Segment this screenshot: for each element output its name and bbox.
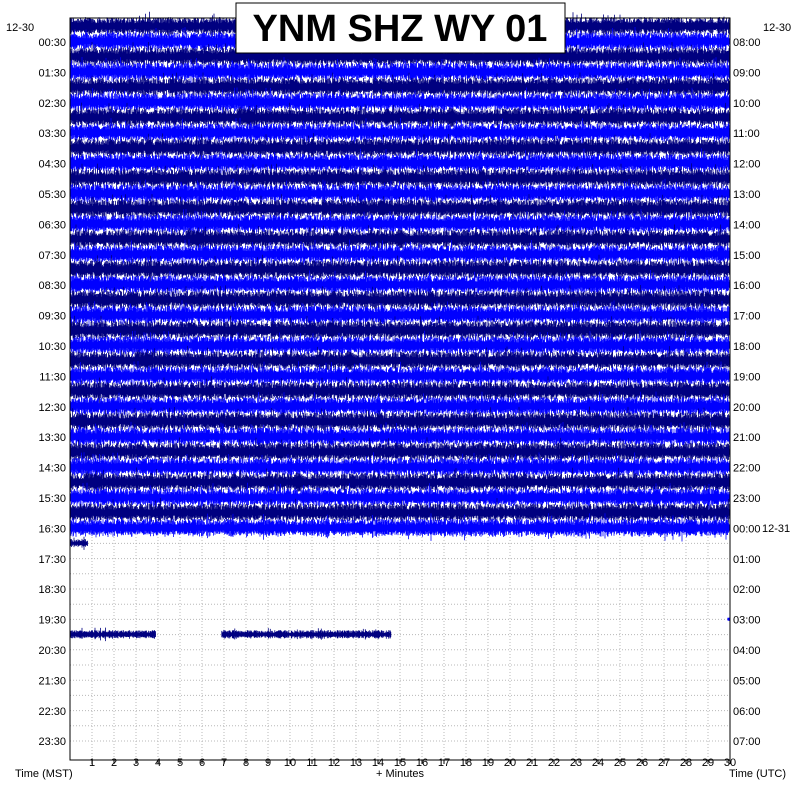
x-tick-label: 11 — [306, 757, 318, 769]
right-time-label: 06:00 — [733, 705, 761, 718]
x-tick-label: 26 — [635, 757, 649, 769]
right-axis-label: Time (UTC) — [729, 768, 787, 780]
x-tick-label: 30 — [723, 757, 737, 769]
x-tick-label: 1 — [88, 757, 96, 769]
left-time-label: 19:30 — [38, 614, 66, 627]
right-time-label: 15:00 — [733, 249, 761, 262]
x-tick-label: 15 — [393, 757, 407, 769]
left-time-label: 01:30 — [38, 67, 66, 80]
left-time-label: 18:30 — [38, 584, 66, 597]
x-tick-label: 21 — [525, 757, 539, 769]
right-time-label: 14:00 — [733, 219, 761, 232]
left-time-label: 05:30 — [38, 189, 66, 201]
right-time-label: 04:00 — [733, 645, 761, 657]
x-tick-label: 13 — [349, 757, 363, 769]
left-time-label: 16:30 — [38, 523, 66, 536]
chart-title: YNM SHZ WY 01 — [252, 8, 548, 50]
left-date-label: 12-30 — [6, 22, 35, 34]
x-tick-label: 2 — [110, 757, 118, 769]
left-time-label: 22:30 — [38, 705, 66, 718]
right-time-label: 19:00 — [733, 371, 761, 384]
x-tick-label: 10 — [283, 757, 297, 769]
left-time-label: 13:30 — [38, 432, 66, 445]
x-tick-label: 9 — [264, 757, 272, 769]
right-time-label: 07:00 — [733, 736, 761, 749]
left-time-label: 02:30 — [38, 97, 66, 110]
left-time-label: 08:30 — [38, 280, 66, 293]
x-tick-label: 8 — [242, 757, 250, 769]
right-time-label: 22:00 — [733, 462, 761, 475]
left-time-label: 12:30 — [38, 401, 66, 414]
left-time-label: 10:30 — [38, 341, 66, 353]
x-tick-label: 23 — [569, 757, 583, 769]
x-tick-label: 20 — [503, 757, 517, 769]
x-tick-label: 4 — [154, 757, 162, 769]
left-time-label: 21:30 — [38, 675, 66, 688]
x-tick-label: 24 — [591, 757, 605, 769]
right-time-label: 02:00 — [733, 584, 761, 597]
right-time-label: 11:00 — [733, 128, 760, 141]
left-time-label: 06:30 — [38, 219, 66, 232]
x-tick-label: 25 — [613, 757, 627, 769]
right-time-label: 09:00 — [733, 67, 761, 80]
left-time-label: 14:30 — [38, 462, 66, 475]
left-time-label: 23:30 — [38, 736, 66, 749]
right-time-label: 13:00 — [733, 189, 761, 201]
right-time-label: 18:00 — [733, 341, 761, 353]
right-time-label: 12:00 — [733, 158, 761, 171]
left-axis-label: Time (MST) — [15, 768, 73, 780]
right-time-label: 10:00 — [733, 97, 761, 110]
right-time-label: 03:00 — [733, 614, 761, 627]
x-tick-label: 6 — [198, 757, 206, 769]
left-time-label: 04:30 — [38, 158, 66, 171]
right-time-label: 17:00 — [733, 310, 761, 323]
right-time-label: 05:00 — [733, 675, 761, 688]
right-time-label: 08:00 — [733, 37, 761, 49]
x-tick-label: 29 — [701, 757, 715, 769]
right-time-label: 01:00 — [733, 553, 761, 566]
left-time-label: 07:30 — [38, 249, 66, 262]
x-tick-label: 19 — [481, 757, 495, 769]
x-tick-label: 27 — [657, 757, 671, 769]
left-time-label: 03:30 — [38, 128, 66, 141]
x-tick-label: 7 — [220, 757, 228, 769]
left-time-label: 09:30 — [38, 310, 66, 323]
x-tick-label: 14 — [371, 757, 385, 769]
x-tick-label: 5 — [176, 757, 184, 769]
right-date-label-top: 12-30 — [763, 22, 792, 34]
x-tick-label: 12 — [327, 757, 341, 769]
x-tick-label: 16 — [415, 757, 429, 769]
x-tick-label: 28 — [679, 757, 693, 769]
right-time-label: 23:00 — [733, 493, 761, 505]
right-time-label: 20:00 — [733, 401, 761, 414]
x-tick-label: 17 — [437, 757, 451, 769]
x-tick-label: 22 — [547, 757, 561, 769]
left-time-label: 15:30 — [38, 493, 66, 505]
left-time-label: 11:30 — [39, 371, 66, 384]
right-time-label: 00:00 — [733, 523, 761, 536]
right-date-label-change: 12-31 — [762, 523, 791, 535]
x-tick-label: 3 — [132, 757, 140, 769]
right-time-label: 21:00 — [733, 432, 761, 445]
x-tick-label: 18 — [459, 757, 473, 769]
right-time-label: 16:00 — [733, 280, 761, 293]
left-time-label: 20:30 — [38, 645, 66, 657]
x-axis-label: + Minutes — [376, 768, 424, 780]
left-time-label: 17:30 — [38, 553, 66, 566]
left-time-label: 00:30 — [38, 37, 66, 49]
